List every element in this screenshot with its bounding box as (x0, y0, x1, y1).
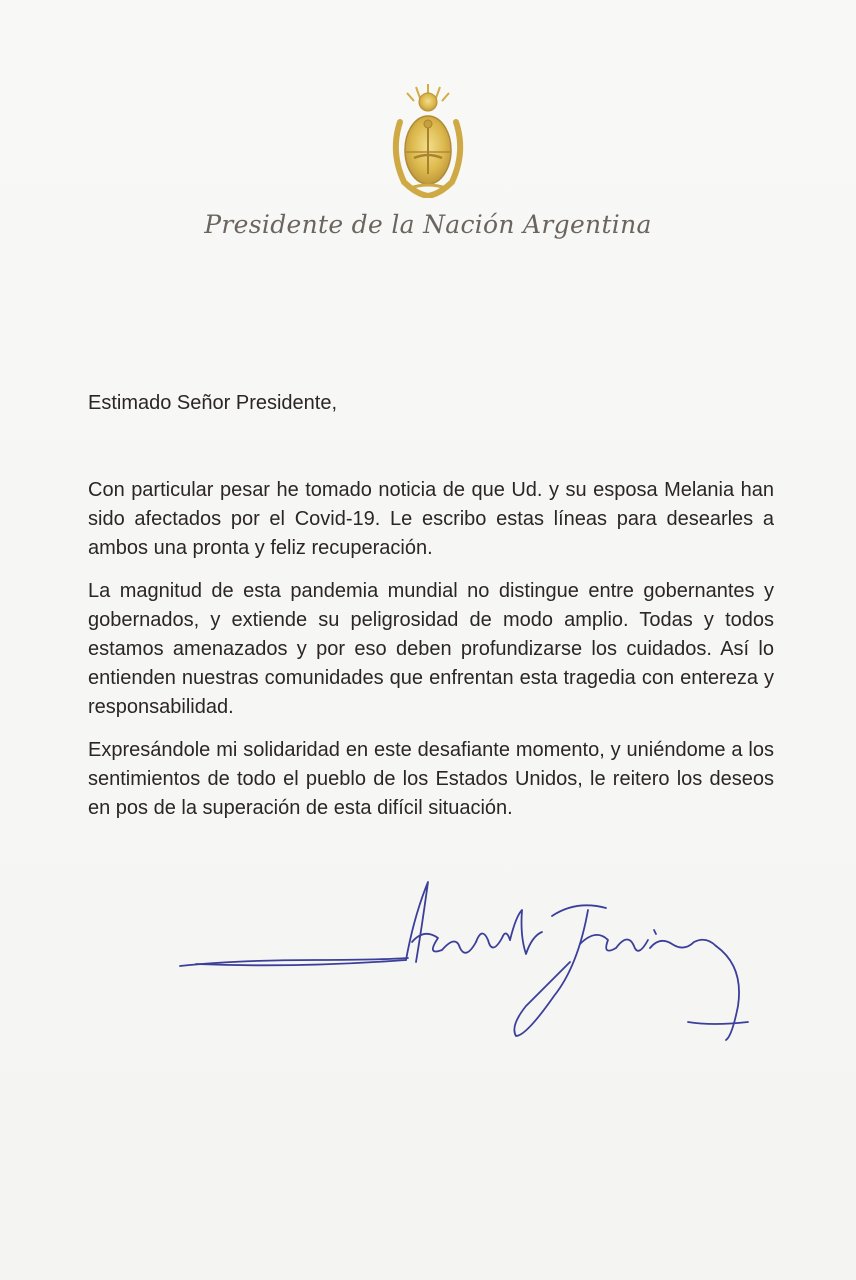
argentine-coat-of-arms-icon (386, 82, 470, 198)
salutation: Estimado Señor Presidente, (88, 392, 338, 414)
paragraph-2: La magnitud de esta pandemia mundial no distingue entre gobernantes y gobernados, y extiende su peligrosidad de modo amplio. Todas y todos estamos amenazados y por eso deben profundizarse los cuidados. Así lo entienden nuestras comunidades que enfrentan esta tragedia con entereza y responsabilidad. (88, 580, 774, 718)
handwritten-signature-icon (176, 876, 756, 1052)
paragraph-1: Con particular pesar he tomado noticia de que Ud. y su esposa Melania han sido afectados por el Covid-19. Le escribo estas líneas para desearles a ambos una pronta y feliz recuperación. (88, 479, 774, 559)
letter-body (88, 476, 774, 837)
paragraph-3: Expresándole mi solidaridad en este desafiante momento, y uniéndome a los sentimientos de todo el pueblo de los Estados Unidos, le reitero los deseos en pos de la superación de esta difícil situación. (88, 739, 774, 819)
letterhead-title: Presidente de la Nación Argentina (204, 210, 652, 239)
